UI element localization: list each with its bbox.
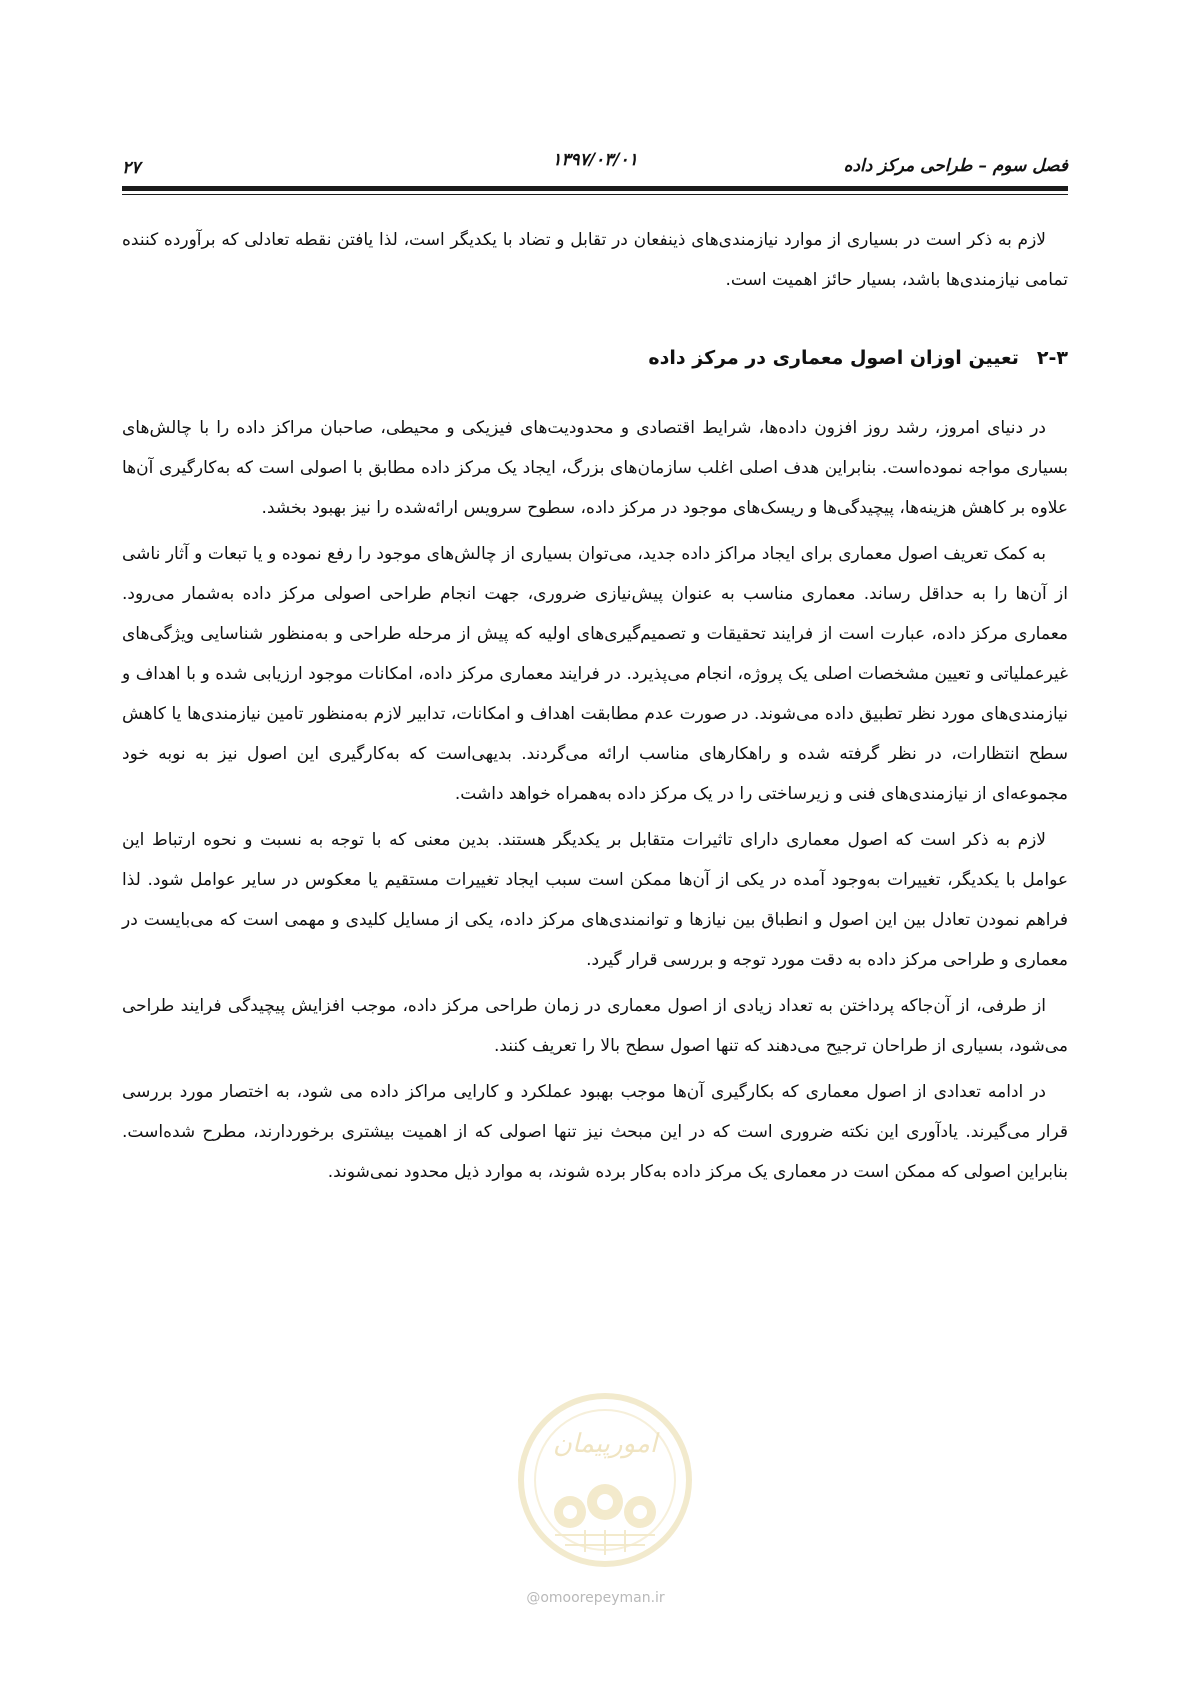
watermark-logo bbox=[515, 1390, 695, 1570]
watermark-url: @omoorepeyman.ir bbox=[526, 1590, 665, 1606]
page-header bbox=[122, 148, 1068, 184]
header-date: ۱۳۹۷/۰۳/۰۱ bbox=[552, 150, 638, 170]
header-rule-thin bbox=[122, 194, 1068, 195]
chapter-title: فصل سوم – طراحی مرکز داده bbox=[843, 156, 1068, 176]
paragraph: در ادامه تعدادی از اصول معماری که بکارگیری آن‌ها موجب بهبود عملکرد و کارایی مراکز داده می شود، به اختصار مورد بررسی قرار می‌گیرند. یادآوری این نکته ضروری است که در این مبحث نیز تنها اصولی که از اهمیت بیشتری برخوردارند، مطرح شده‌است. بنابراین اصولی که ممکن است در معماری یک مرکز داده به‌کار برده شوند، به موارد ذیل محدود نمی‌شوند. bbox=[122, 1082, 1068, 1182]
section-heading bbox=[122, 338, 1068, 378]
paragraph: در دنیای امروز، رشد روز افزون داده‌ها، شرایط اقتصادی و محدودیت‌های فیزیکی و محیطی، صاحبان مراکز داده را با چالش‌های بسیاری مواجه نموده‌است. بنابراین هدف اصلی اغلب سازمان‌های بزرگ، ایجاد یک مرکز داده مطابق با اصولی است که به‌کارگیری آن‌ها علاوه بر کاهش هزینه‌ها، پیچیدگی‌ها و ریسک‌های موجود در مرکز داده، سطوح سرویس ارائه‌شده را نیز بهبود بخشد. bbox=[122, 418, 1068, 518]
intro-paragraph: لازم به ذکر است در بسیاری از موارد نیازمندی‌های ذینفعان در تقابل و تضاد با یکدیگر است، لذا یافتن نقطه تعادلی که برآورده کننده تمامی نیازمندی‌ها باشد، بسیار حائز اهمیت است. bbox=[122, 230, 1068, 290]
page-number: ۲۷ bbox=[122, 158, 141, 178]
header-rule-thick bbox=[122, 186, 1068, 191]
section-title: تعیین اوزان اصول معماری در مرکز داده bbox=[648, 347, 1019, 369]
paragraph: لازم به ذکر است که اصول معماری دارای تاثیرات متقابل بر یکدیگر هستند. بدین معنی که با توجه به نسبت و نحوه ارتباط این عوامل با یکدیگر، تغییرات به‌وجود آمده در یکی از آن‌ها ممکن است سبب ایجاد تغییرات مستقیم یا معکوس در سایر عوامل شود. لذا فراهم نمودن تعادل بین این اصول و انطباق بین نیازها و توانمندی‌های مرکز داده، یکی از مسایل کلیدی و مهمی است که می‌بایست در معماری و طراحی مرکز داده به دقت مورد توجه و بررسی قرار گیرد. bbox=[122, 830, 1068, 970]
paragraph: از طرفی، از آن‌جاکه پرداختن به تعداد زیادی از اصول معماری در زمان طراحی مرکز داده، موجب افزایش پیچیدگی فرایند طراحی می‌شود، بسیاری از طراحان ترجیح می‌دهند که تنها اصول سطح بالا را تعریف کنند. bbox=[122, 996, 1068, 1056]
section-number: ۲-۳ bbox=[1036, 347, 1068, 369]
grid-icon bbox=[555, 1530, 655, 1555]
watermark-logo-text: امورپیمان bbox=[552, 1429, 658, 1459]
paragraph: به کمک تعریف اصول معماری برای ایجاد مراکز داده جدید، می‌توان بسیاری از چالش‌های موجود را رفع نموده و یا تبعات و آثار ناشی از آن‌ها را به حداقل رساند. معماری مناسب به عنوان پیش‌نیازی ضروری، جهت انجام طراحی اصولی مرکز داده به‌شمار می‌رود. معماری مرکز داده، عبارت است از فرایند تحقیقات و تصمیم‌گیری‌های اولیه که پیش از مرحله طراحی و به‌منظور شناسایی ویژگی‌های غیرعملیاتی و تعیین مشخصات اصلی یک پروژه، انجام می‌پذیرد. در فرایند معماری مرکز داده، امکانات موجود ارزیابی شده و با اهداف و نیازمندی‌های مورد نظر تطبیق داده می‌شوند. در صورت عدم مطابقت اهداف و امکانات، تدابیر لازم به‌منظور تامین نیازمندی‌ها یا کاهش سطح انتظارات، در نظر گرفته شده و راهکارهای مناسب ارائه می‌گردند. بدیهی‌است که به‌کارگیری این اصول نیز به نوبه خود مجموعه‌ای از نیازمندی‌های فنی و زیرساختی را در یک مرکز داده به‌همراه خواهد داشت. bbox=[122, 544, 1068, 804]
document-body bbox=[122, 220, 1068, 1198]
